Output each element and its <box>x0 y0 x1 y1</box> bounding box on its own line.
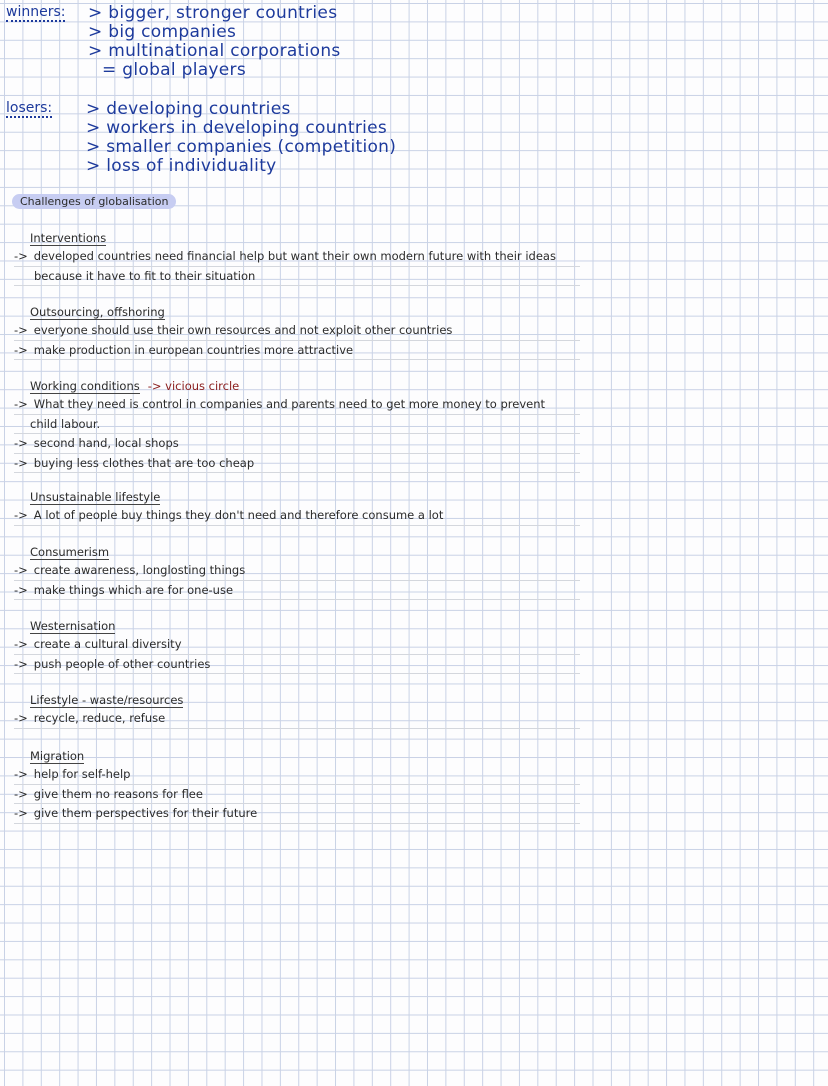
note-line: -> What they need is control in companies and parents need to get more money to prevent <box>14 395 580 414</box>
section-lifestyle-waste <box>14 691 580 729</box>
section-title: Migration <box>30 749 85 763</box>
arrow-glyph: -> <box>14 455 28 470</box>
note-line: child labour. <box>14 415 580 434</box>
section-title: Westernisation <box>30 619 116 633</box>
arrow-glyph: -> <box>14 436 28 451</box>
losers-item: > workers in developing countries <box>86 118 388 138</box>
note-line: -> make production in european countries more attractive <box>14 341 580 360</box>
section-note: -> vicious circle <box>147 379 240 393</box>
arrow-glyph: -> <box>14 397 28 412</box>
winners-item: > multinational corporations <box>88 41 341 61</box>
arrow-glyph: -> <box>14 323 28 338</box>
arrow-glyph: -> <box>14 508 28 523</box>
note-line: -> developed countries need financial help but want their own modern future with their ideas <box>14 247 580 266</box>
section-heading: Challenges of globalisation <box>12 194 176 209</box>
note-line: because it have to fit to their situation <box>14 267 580 286</box>
winners-label: winners: <box>6 4 66 20</box>
arrow-glyph: -> <box>14 582 28 597</box>
note-line: -> help for self-help <box>14 765 580 784</box>
section-migration <box>14 747 580 824</box>
losers-item: > smaller companies (competition) <box>86 137 397 157</box>
section-title: Consumerism <box>30 545 110 559</box>
note-line: -> second hand, local shops <box>14 434 580 453</box>
winners-item: > bigger, stronger countries <box>88 3 338 23</box>
arrow-glyph: -> <box>14 806 28 821</box>
note-line: -> give them no reasons for flee <box>14 785 580 804</box>
arrow-glyph: -> <box>14 249 28 264</box>
arrow-glyph: -> <box>14 342 28 357</box>
section-outsourcing <box>14 303 580 360</box>
losers-item: > developing countries <box>86 99 291 119</box>
note-line: -> A lot of people buy things they don't need and therefore consume a lot <box>14 506 580 525</box>
winners-item: > big companies <box>88 22 237 42</box>
section-title: Lifestyle - waste/resources <box>30 693 184 707</box>
note-line: -> create a cultural diversity <box>14 635 580 654</box>
winners-item: = global players <box>102 60 246 80</box>
note-line: -> recycle, reduce, refuse <box>14 709 580 728</box>
note-line: -> everyone should use their own resources and not exploit other countries <box>14 321 580 340</box>
section-westernisation <box>14 617 580 674</box>
note-line: -> buying less clothes that are too cheap <box>14 454 580 473</box>
section-title: Working conditions -> vicious circle <box>30 379 240 393</box>
losers-label: losers: <box>6 100 53 116</box>
arrow-glyph: -> <box>14 637 28 652</box>
arrow-glyph: -> <box>14 786 28 801</box>
section-title: Interventions <box>30 231 107 245</box>
section-consumerism <box>14 543 580 600</box>
note-line: -> give them perspectives for their future <box>14 804 580 823</box>
arrow-glyph: -> <box>14 563 28 578</box>
section-unsustainable-lifestyle <box>14 488 580 526</box>
arrow-glyph: -> <box>14 767 28 782</box>
section-interventions <box>14 229 580 286</box>
note-line: -> create awareness, longlosting things <box>14 561 580 580</box>
note-line: -> make things which are for one-use <box>14 581 580 600</box>
arrow-glyph: -> <box>14 656 28 671</box>
section-title: Outsourcing, offshoring <box>30 305 165 319</box>
section-working-conditions <box>14 377 580 473</box>
section-title: Unsustainable lifestyle <box>30 490 161 504</box>
losers-item: > loss of individuality <box>86 156 277 176</box>
note-line: -> push people of other countries <box>14 655 580 674</box>
arrow-glyph: -> <box>14 711 28 726</box>
